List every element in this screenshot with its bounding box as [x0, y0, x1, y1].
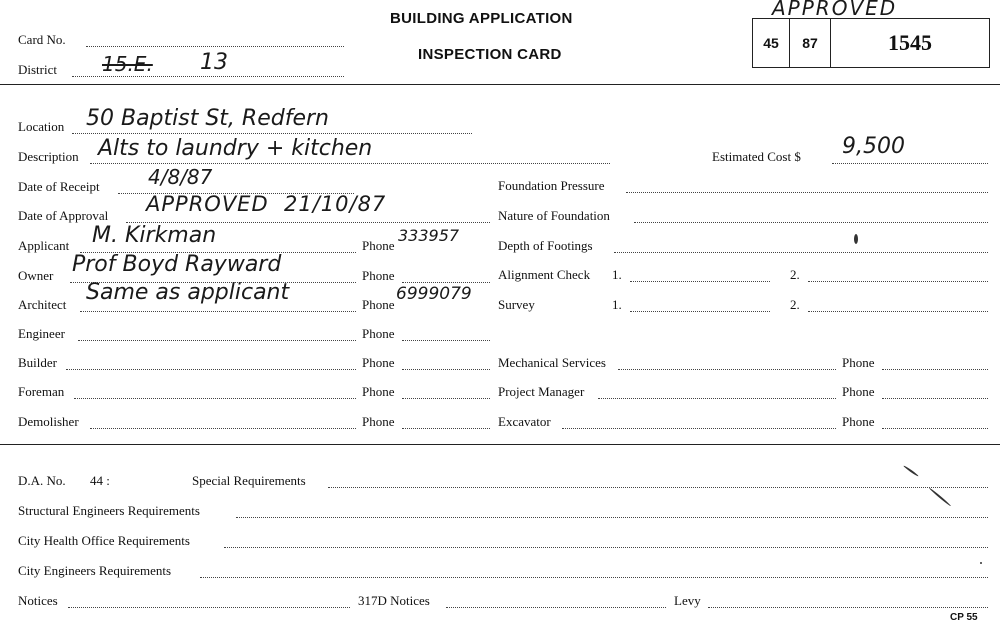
city-health-label: City Health Office Requirements [18, 533, 190, 548]
title-line-2: INSPECTION CARD [418, 46, 562, 63]
location-label: Location [18, 119, 65, 134]
foreman-line [74, 398, 356, 399]
phone-value-architect: 6999079 [396, 284, 472, 304]
project-manager-label: Project Manager [498, 384, 585, 399]
nature-foundation-line [634, 222, 988, 223]
location-line [72, 133, 472, 134]
notices-317d-label: 317D Notices [358, 593, 430, 608]
alignment-line-2 [808, 281, 988, 282]
phone-line-mechanical [882, 369, 988, 370]
card-no-label: Card No. [18, 32, 66, 47]
card-no-line [86, 46, 344, 47]
phone-line-engineer [402, 340, 490, 341]
box-cell-a: 45 [753, 19, 790, 67]
survey-label: Survey [498, 297, 535, 312]
architect-line [80, 311, 356, 312]
applicant-value: M. Kirkman [92, 223, 217, 248]
project-manager-line [598, 398, 836, 399]
survey-num-2: 2. [790, 297, 800, 312]
location-value: 50 Baptist St, Redfern [86, 106, 329, 131]
special-requirements-line [328, 487, 988, 488]
estimated-cost-value: 9,500 [842, 134, 905, 159]
district-line [72, 76, 344, 77]
alignment-num-2: 2. [790, 267, 800, 282]
scan-speck [980, 562, 982, 564]
phone-label-owner: Phone [362, 268, 395, 283]
survey-num-1: 1. [612, 297, 622, 312]
phone-label-applicant: Phone [362, 238, 395, 253]
description-value: Alts to laundry + kitchen [98, 136, 373, 161]
lower-divider [0, 444, 1000, 445]
levy-label: Levy [674, 593, 701, 608]
builder-line [66, 369, 356, 370]
levy-line [708, 607, 988, 608]
architect-value: Same as applicant [86, 280, 290, 305]
phone-line-project-manager [882, 398, 988, 399]
depth-footings-line [614, 252, 988, 253]
district-label: District [18, 62, 57, 77]
structural-engineers-label: Structural Engineers Requirements [18, 503, 200, 518]
mechanical-services-line [618, 369, 836, 370]
architect-label: Architect [18, 297, 67, 312]
engineer-line [78, 340, 356, 341]
notices-label: Notices [18, 593, 58, 608]
builder-label: Builder [18, 355, 57, 370]
scan-speck [903, 465, 919, 477]
district-value: 13 [200, 50, 228, 75]
da-no-label: D.A. No. [18, 473, 66, 488]
excavator-line [562, 428, 836, 429]
district-struck-value: 15.E. [102, 52, 153, 76]
approved-stamp: APPROVED [772, 0, 898, 20]
foreman-label: Foreman [18, 384, 65, 399]
survey-line-2 [808, 311, 988, 312]
phone-label-architect: Phone [362, 297, 395, 312]
estimated-cost-line [832, 163, 988, 164]
special-requirements-label: Special Requirements [192, 473, 306, 488]
alignment-line-1 [630, 281, 770, 282]
phone-label-builder: Phone [362, 355, 395, 370]
owner-label: Owner [18, 268, 54, 283]
scan-speck [929, 487, 952, 507]
date-receipt-value: 4/8/87 [148, 165, 213, 189]
form-code: CP 55 [950, 612, 978, 623]
phone-line-foreman [402, 398, 490, 399]
phone-label-demolisher: Phone [362, 414, 395, 429]
engineer-label: Engineer [18, 326, 65, 341]
da-no-value: 44 : [90, 473, 110, 488]
survey-line-1 [630, 311, 770, 312]
applicant-label: Applicant [18, 238, 70, 253]
mechanical-services-label: Mechanical Services [498, 355, 606, 370]
city-engineers-label: City Engineers Requirements [18, 563, 172, 578]
foundation-pressure-line [626, 192, 988, 193]
phone-label-foreman: Phone [362, 384, 395, 399]
depth-footings-label: Depth of Footings [498, 238, 593, 253]
notices-line [68, 607, 350, 608]
alignment-check-label: Alignment Check [498, 267, 591, 282]
phone-label-engineer: Phone [362, 326, 395, 341]
date-approval-label: Date of Approval [18, 208, 109, 223]
estimated-cost-label: Estimated Cost $ [712, 149, 801, 164]
box-cell-b: 87 [790, 19, 831, 67]
demolisher-line [90, 428, 356, 429]
structural-engineers-line [236, 517, 988, 518]
alignment-num-1: 1. [612, 267, 622, 282]
phone-label-project-manager: Phone [842, 384, 875, 399]
nature-foundation-label: Nature of Foundation [498, 208, 610, 223]
description-label: Description [18, 149, 79, 164]
scan-speck [854, 234, 858, 244]
notices-317d-line [446, 607, 666, 608]
card-number-box [752, 18, 990, 68]
owner-value: Prof Boyd Rayward [72, 252, 282, 277]
demolisher-label: Demolisher [18, 414, 79, 429]
phone-line-demolisher [402, 428, 490, 429]
phone-label-excavator: Phone [842, 414, 875, 429]
phone-label-mechanical: Phone [842, 355, 875, 370]
city-engineers-line [200, 577, 988, 578]
foundation-pressure-label: Foundation Pressure [498, 178, 605, 193]
phone-value-applicant: 333957 [398, 226, 460, 245]
header-divider [0, 84, 1000, 85]
city-health-line [224, 547, 988, 548]
description-line [90, 163, 610, 164]
box-cell-number: 1545 [888, 30, 932, 55]
date-receipt-label: Date of Receipt [18, 179, 100, 194]
date-approval-value: APPROVED 21/10/87 [146, 192, 387, 216]
phone-line-owner [402, 282, 490, 283]
excavator-label: Excavator [498, 414, 551, 429]
phone-line-builder [402, 369, 490, 370]
title-line-1: BUILDING APPLICATION [390, 10, 573, 27]
phone-line-excavator [882, 428, 988, 429]
